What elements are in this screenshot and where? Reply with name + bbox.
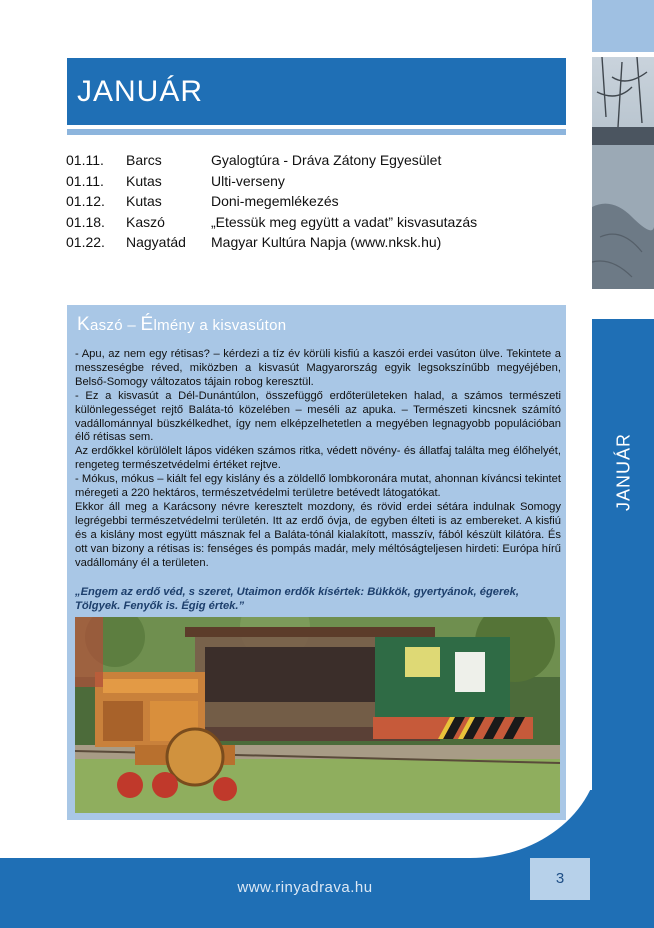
page-number: 3 bbox=[555, 870, 565, 887]
side-gap bbox=[592, 289, 654, 319]
website-link[interactable]: www.rinyadrava.hu bbox=[237, 879, 373, 896]
month-header bbox=[67, 58, 566, 125]
event-place: Kaszó bbox=[126, 213, 165, 230]
story-body bbox=[75, 348, 561, 571]
event-place: Barcs bbox=[126, 152, 162, 168]
event-list bbox=[66, 152, 566, 255]
event-row bbox=[66, 193, 566, 214]
event-row bbox=[66, 173, 566, 194]
header-rule bbox=[67, 129, 566, 135]
story-title-part: aszó – bbox=[89, 317, 141, 334]
event-place: Nagyatád bbox=[126, 234, 186, 250]
event-date: 01.12. bbox=[66, 193, 105, 209]
train-photo bbox=[75, 617, 560, 813]
event-title: Magyar Kultúra Napja (www.nksk.hu) bbox=[211, 234, 442, 250]
side-month-text: JANUÁR bbox=[613, 432, 634, 512]
event-title: „Etessük meg együtt a vadat” kisvasutazás bbox=[211, 213, 478, 230]
story-paragraph: - Ez a kisvasút a Dél-Dunántúlon, összefüggő erdőterületeken halad, a számos természeti különlegességet rejtő Baláta-tó közelében – meséli az apuka. – Természeti kincsnek számító vadállománnyal büszkélkedhet, így nem elképzelhetetlen a megyében legnagyobb populációban élő rétisas sem. bbox=[75, 389, 561, 444]
event-date: 01.22. bbox=[66, 234, 105, 250]
story-paragraph: - Apu, az nem egy rétisas? – kérdezi a tíz év körüli kisfiú a kaszói erdei vasúton ülve. Tekintete a messzeségbe réved, miközben a kisvasút Magyarország egyik legsokszínűbb megyéjében, Belső-Somogy változatos tájain robog keresztül. bbox=[75, 348, 561, 388]
event-row bbox=[66, 152, 566, 173]
event-title: Gyalogtúra - Dráva Zátony Egyesület bbox=[211, 152, 442, 168]
story-paragraph: - Mókus, mókus – kiált fel egy kislány és a zöldellő lombkoronára mutat, ahonnan kíváncsi tekintet méregeti a 220 hektáros, természetvédelmi területre betévedt látogatókat. bbox=[75, 473, 561, 500]
event-date: 01.11. bbox=[66, 172, 104, 189]
side-month-label bbox=[606, 432, 642, 512]
event-title: Ulti-verseny bbox=[211, 172, 285, 189]
event-date: 01.18. bbox=[66, 213, 105, 230]
story-title bbox=[77, 314, 286, 336]
side-top-block bbox=[592, 0, 654, 52]
story-title-initial: É bbox=[140, 314, 154, 335]
event-date: 01.11. bbox=[66, 152, 104, 168]
page-title: JANUÁR bbox=[77, 75, 204, 108]
story-title-part: lmény a kisvasúton bbox=[153, 317, 287, 334]
story-quote: „Engem az erdő véd, s szeret, Utaimon erdők kísértek: Bükkök, gyertyánok, égerek, Tölgyek. Fenyők is. Égig értek.” bbox=[75, 586, 519, 612]
story-title-initial: K bbox=[77, 314, 90, 335]
event-place: Kutas bbox=[126, 172, 162, 189]
event-place: Kutas bbox=[126, 193, 162, 209]
story-paragraph: Az erdőkkel körülölelt lápos vidéken számos ritka, védett növény- és állatfaj találta meg élőhelyét, rengeteg természetvédelmi értéket rejtve. bbox=[75, 445, 561, 472]
side-blue-strip bbox=[592, 319, 654, 928]
event-title: Doni-megemlékezés bbox=[211, 193, 339, 209]
event-row bbox=[66, 234, 566, 255]
story-paragraph: Ekkor áll meg a Karácsony névre keresztelt mozdony, és rövid erdei sétára indulnak Somogy legrégebbi természetvédelmi területén. Itt az erdő óvja, de egyben élteti is az embereket. A kisfiú és a kislány most együtt másznak fel a Baláta-tónál kialakított, masszív, fából készült kilátóra. És ott van bizony a rétisas is: fenséges és pompás madár, mely méltóságteljesen hirdeti: Európa hírű vadállomány él a területen. bbox=[75, 500, 561, 569]
event-row bbox=[66, 214, 566, 235]
side-river-photo bbox=[592, 57, 654, 289]
